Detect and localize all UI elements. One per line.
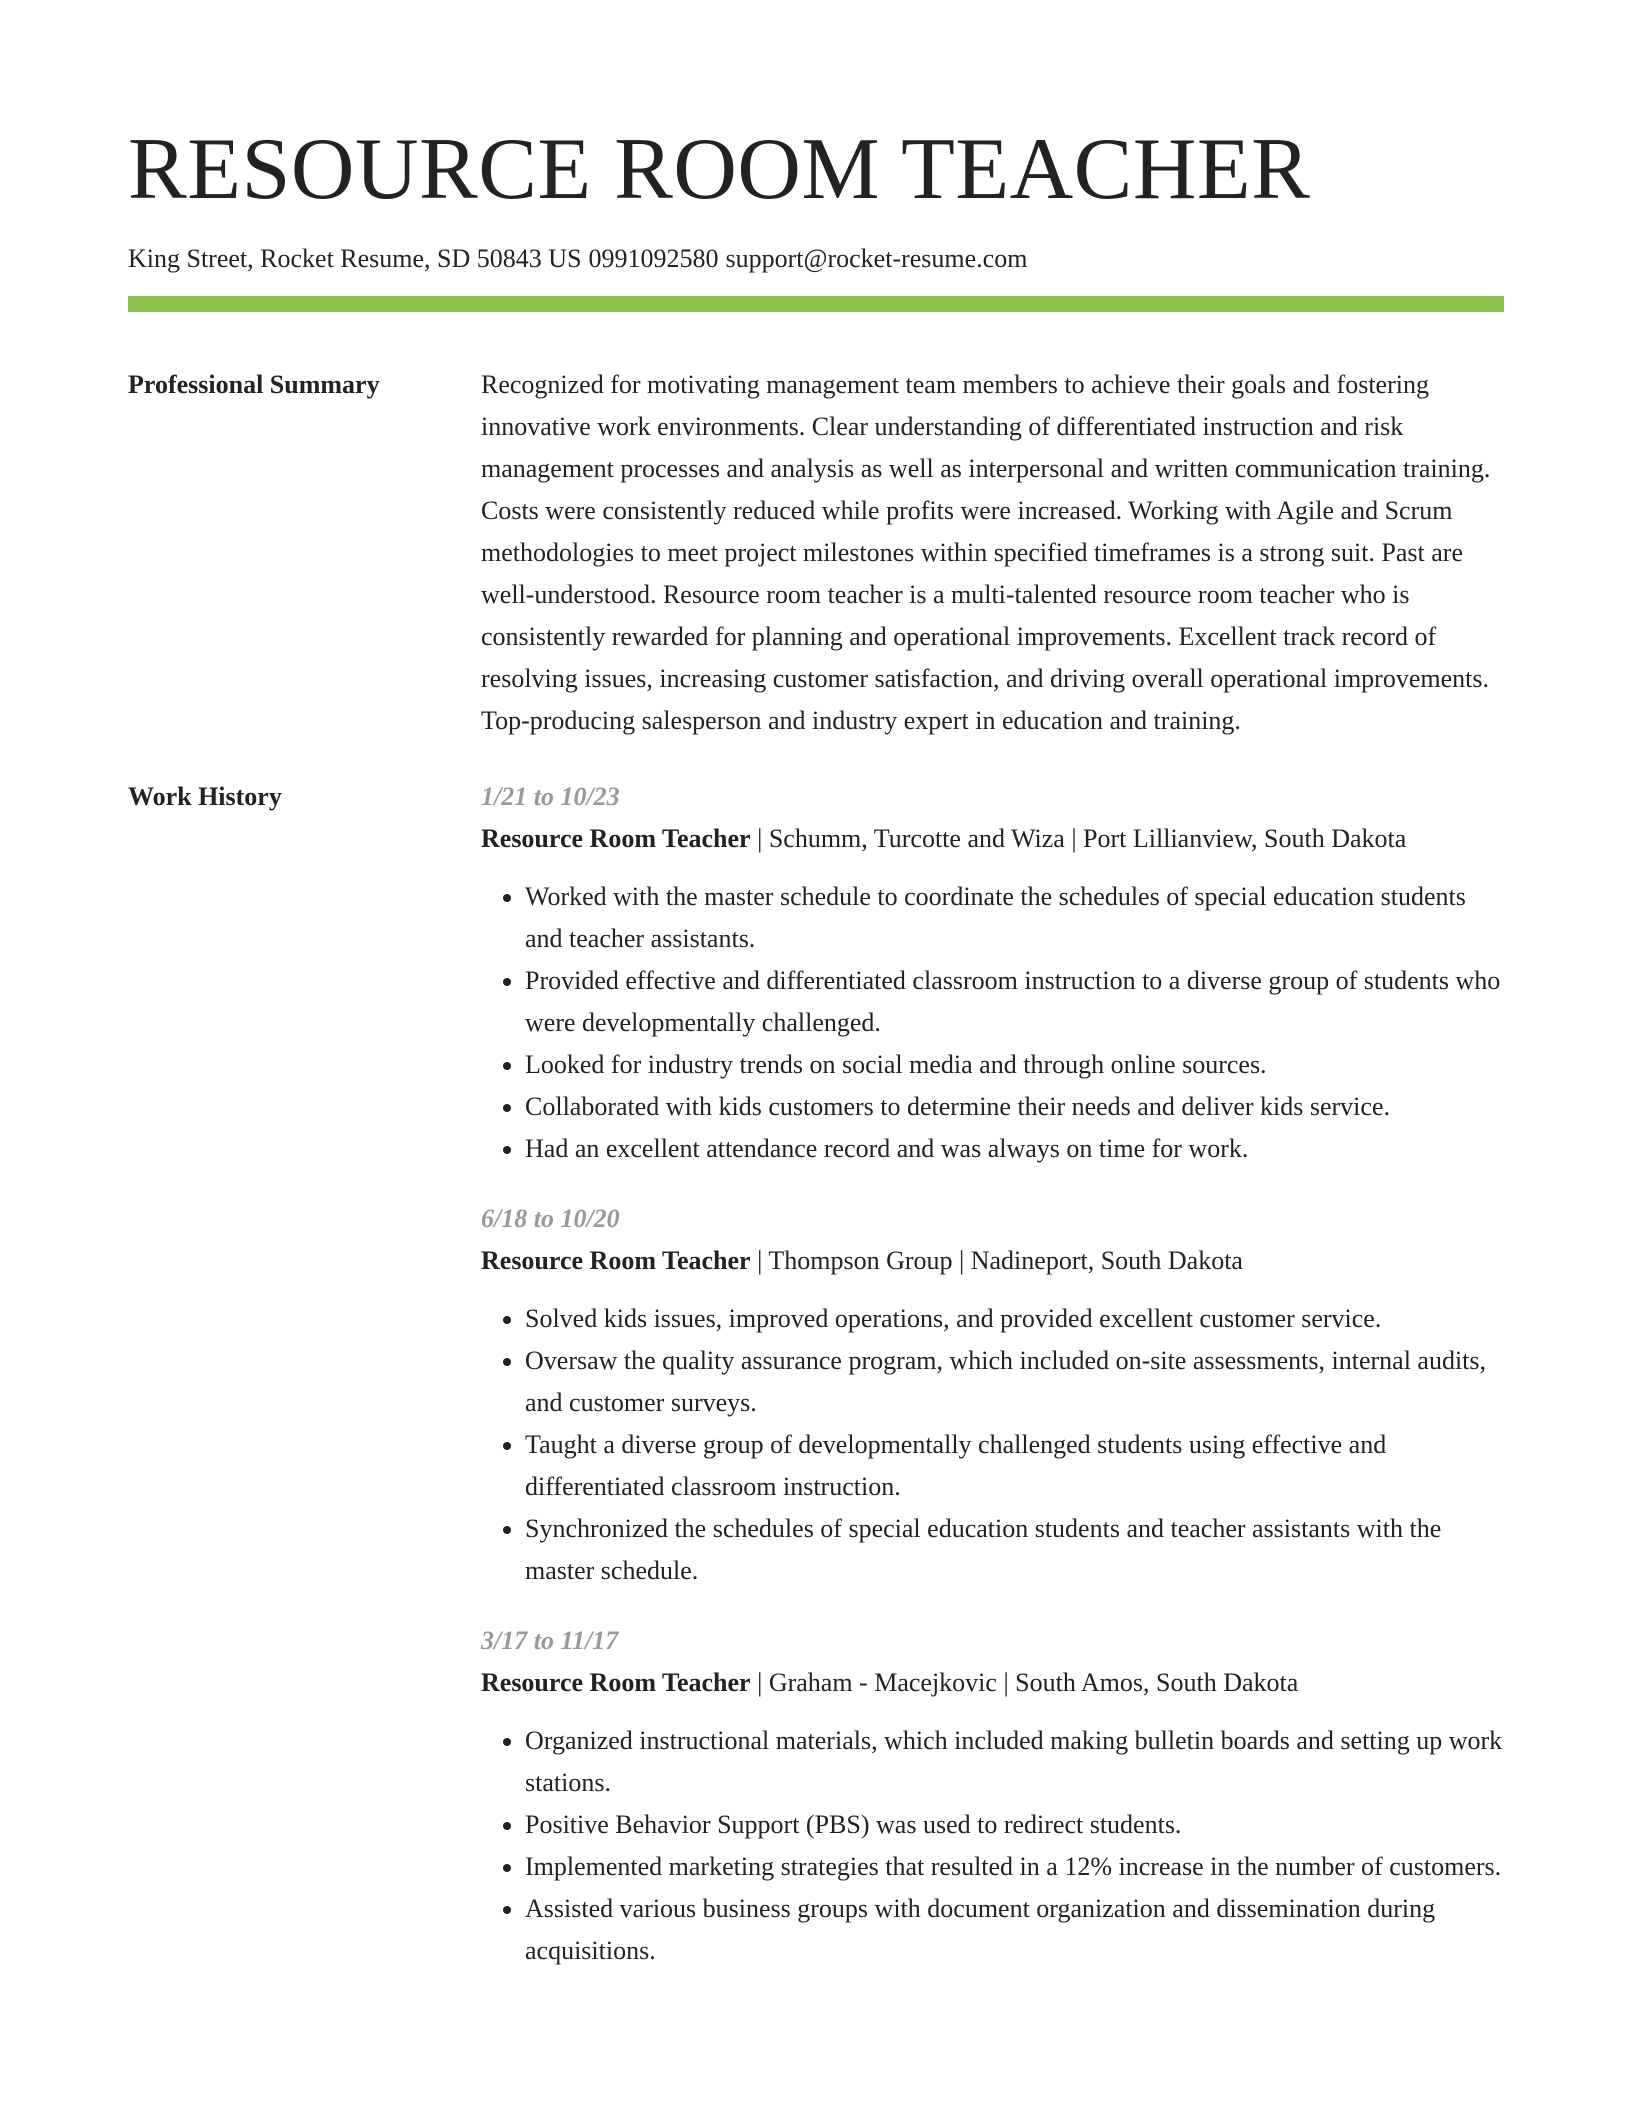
job-entry (481, 1620, 1504, 1972)
job-bullets (481, 1720, 1504, 1972)
job-heading: Resource Room Teacher | Thompson Group | Nadineport, South Dakota (481, 1246, 1243, 1275)
job-location: Nadineport, South Dakota (970, 1246, 1243, 1275)
job-bullet: • Worked with the master schedule to coordinate the schedules of special education students and teacher assistants. (525, 876, 1504, 960)
job-bullet: • Organized instructional materials, which included making bulletin boards and setting up work stations. (525, 1720, 1504, 1804)
job-heading: Resource Room Teacher | Schumm, Turcotte and Wiza | Port Lillianview, South Dakota (481, 824, 1407, 853)
section-title-work-history: Work History (128, 782, 282, 811)
resume-header (128, 120, 1504, 312)
summary-text: Recognized for motivating management team members to achieve their goals and fostering innovative work environments. Clear understanding of differentiated instruction and risk management processes and analysis as well as interpersonal and written communication training. Costs were consistently reduced while profits were increased. Working with Agile and Scrum methodologies to meet project milestones within specified timeframes is a strong suit. Past are well-understood. Resource room teacher is a multi-talented resource room teacher who is consistently rewarded for planning and operational improvements. Excellent track record of resolving issues, increasing customer satisfaction, and driving overall operational improvements. Top-producing salesperson and industry expert in education and training. (481, 370, 1491, 735)
job-bullet: • Had an excellent attendance record and was always on time for work. (525, 1128, 1504, 1170)
job-heading: Resource Room Teacher | Graham - Macejkovic | South Amos, South Dakota (481, 1668, 1299, 1697)
contact-email: support@rocket-resume.com (725, 244, 1028, 273)
contact-line (128, 242, 1504, 276)
job-bullet: • Implemented marketing strategies that resulted in a 12% increase in the number of customers. (525, 1846, 1504, 1888)
candidate-name: RESOURCE ROOM TEACHER (128, 121, 1311, 218)
job-bullet: • Collaborated with kids customers to determine their needs and deliver kids service. (525, 1086, 1504, 1128)
job-title: Resource Room Teacher (481, 1668, 751, 1697)
job-bullet: • Solved kids issues, improved operations, and provided excellent customer service. (525, 1298, 1504, 1340)
work-history-section (128, 776, 1504, 1972)
job-bullet: • Provided effective and differentiated classroom instruction to a diverse group of students who were developmentally challenged. (525, 960, 1504, 1044)
job-company: Schumm, Turcotte and Wiza (768, 824, 1065, 853)
job-bullet: • Positive Behavior Support (PBS) was used to redirect students. (525, 1804, 1504, 1846)
job-title: Resource Room Teacher (481, 824, 751, 853)
job-location: South Amos, South Dakota (1015, 1668, 1299, 1697)
summary-body (481, 364, 1504, 742)
job-date: 1/21 to 10/23 (481, 782, 620, 811)
section-title-summary: Professional Summary (128, 370, 380, 399)
job-bullets (481, 876, 1504, 1170)
contact-address: King Street, Rocket Resume, SD 50843 US (128, 244, 582, 273)
job-company: Thompson Group (768, 1246, 953, 1275)
header-divider (128, 296, 1504, 312)
job-location: Port Lillianview, South Dakota (1083, 824, 1407, 853)
job-company: Graham - Macejkovic (768, 1668, 997, 1697)
job-bullets (481, 1298, 1504, 1592)
job-entry (481, 1198, 1504, 1592)
job-bullet: • Synchronized the schedules of special education students and teacher assistants with the master schedule. (525, 1508, 1504, 1592)
job-date: 6/18 to 10/20 (481, 1204, 620, 1233)
job-bullet: • Taught a diverse group of developmentally challenged students using effective and differentiated classroom instruction. (525, 1424, 1504, 1508)
job-bullet: • Looked for industry trends on social media and through online sources. (525, 1044, 1504, 1086)
job-date: 3/17 to 11/17 (481, 1626, 619, 1655)
job-title: Resource Room Teacher (481, 1246, 751, 1275)
summary-section (128, 364, 1504, 742)
job-bullet: • Oversaw the quality assurance program, which included on-site assessments, internal audits, and customer surveys. (525, 1340, 1504, 1424)
job-entry (481, 776, 1504, 1170)
job-bullet: • Assisted various business groups with document organization and dissemination during acquisitions. (525, 1888, 1504, 1972)
work-history-body (481, 776, 1504, 1972)
contact-phone: 0991092580 (588, 244, 719, 273)
